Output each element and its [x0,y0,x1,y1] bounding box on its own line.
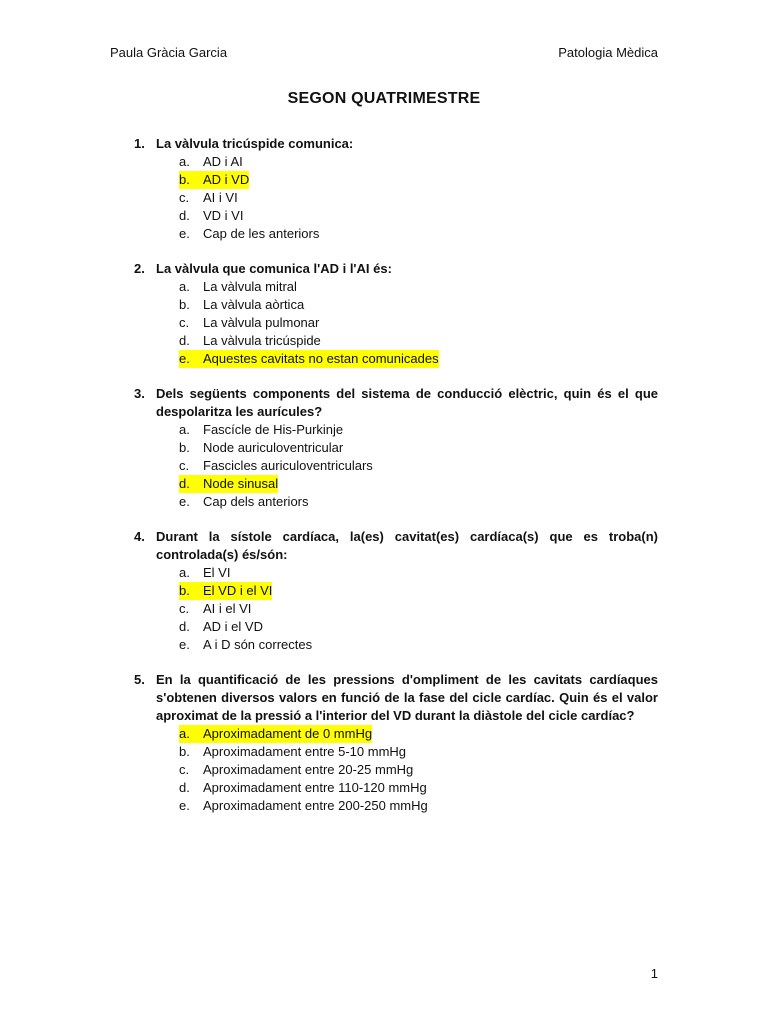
option-d [179,618,658,636]
option-c [179,314,658,332]
option-text: Fascicles auriculoventriculars [203,458,373,473]
question-text: La vàlvula tricúspide comunica: [156,136,354,151]
option-letter: d. [179,208,190,223]
option-c [179,761,658,779]
option-letter: e. [179,350,203,368]
page-number: 1 [650,966,658,981]
option-c [179,600,658,618]
option-text: VD i VI [203,208,244,223]
option-letter: e. [179,226,190,241]
question-3 [134,385,658,511]
option-b [179,296,658,314]
question-5 [134,671,658,815]
question-text: Dels següents components del sistema de conducció elèctric, quin és el que despolaritza les aurícules? [156,386,658,419]
option-a [179,421,658,439]
option-a [179,278,658,296]
option-letter: b. [179,297,190,312]
question-number: 4. [134,529,145,544]
option-e [179,797,658,815]
option-letter: e. [179,798,190,813]
header-author: Paula Gràcia Garcia [110,45,228,60]
option-list [134,421,658,511]
option-text: Cap de les anteriors [203,226,320,241]
question-4 [134,528,658,654]
option-text: Node auriculoventricular [203,440,344,455]
option-text: Aproximadament entre 5-10 mmHg [203,744,407,759]
option-letter: b. [179,440,190,455]
option-letter: e. [179,637,190,652]
question-list [134,135,658,832]
option-letter: c. [179,315,190,330]
option-a [179,564,658,582]
option-text: AI i el VI [203,601,252,616]
question-stem [134,671,658,725]
option-letter: d. [179,780,190,795]
option-a [179,153,658,171]
question-text: Durant la sístole cardíaca, la(es) cavitat(es) cardíaca(s) que es troba(n) controlada(s) és/són: [156,529,658,562]
option-list [134,725,658,815]
option-letter: c. [179,601,190,616]
question-number: 1. [134,136,145,151]
page-title: SEGON QUATRIMESTRE [287,90,481,107]
option-e [179,225,658,243]
question-stem [134,260,658,278]
option-c [179,457,658,475]
option-d [179,332,658,350]
option-b [179,582,658,600]
question-1 [134,135,658,243]
option-letter: d. [179,333,190,348]
option-text: Node sinusal [203,476,279,491]
page-header [110,45,658,63]
option-text: AD i el VD [203,619,263,634]
option-letter: b. [179,582,203,600]
option-text: A i D són correctes [203,637,313,652]
option-letter: c. [179,458,190,473]
option-letter: c. [179,190,190,205]
option-text: Aproximadament entre 20-25 mmHg [203,762,414,777]
option-e [179,636,658,654]
option-letter: a. [179,154,190,169]
question-stem [134,135,658,153]
option-text: El VD i el VI [203,583,273,598]
option-text: La vàlvula pulmonar [203,315,320,330]
question-number: 2. [134,261,145,276]
option-d [179,207,658,225]
option-text: AI i VI [203,190,238,205]
question-2 [134,260,658,368]
option-list [134,153,658,243]
option-text: Aproximadament entre 110-120 mmHg [203,780,427,795]
option-b [179,743,658,761]
option-e [179,350,658,368]
option-text: AD i VD [203,172,250,187]
option-letter: a. [179,279,190,294]
option-letter: d. [179,619,190,634]
question-number: 3. [134,386,145,401]
option-letter: a. [179,725,203,743]
question-stem [134,385,658,421]
option-list [134,564,658,654]
option-letter: c. [179,762,190,777]
option-text: La vàlvula tricúspide [203,333,321,348]
option-letter: a. [179,565,190,580]
option-e [179,493,658,511]
option-text: El VI [203,565,231,580]
option-c [179,189,658,207]
option-letter: a. [179,422,190,437]
option-text: Cap dels anteriors [203,494,309,509]
option-text: La vàlvula mitral [203,279,297,294]
option-letter: e. [179,494,190,509]
option-d [179,779,658,797]
option-list [134,278,658,368]
question-stem [134,528,658,564]
option-text: Aproximadament entre 200-250 mmHg [203,798,428,813]
option-b [179,171,658,189]
option-b [179,439,658,457]
header-course: Patologia Mèdica [558,45,658,60]
option-text: Aquestes cavitats no estan comunicades [203,351,439,366]
option-a [179,725,658,743]
option-letter: b. [179,744,190,759]
question-text: La vàlvula que comunica l'AD i l'AI és: [156,261,392,276]
question-number: 5. [134,672,145,687]
option-text: La vàlvula aòrtica [203,297,305,312]
option-text: Aproximadament de 0 mmHg [203,726,373,741]
option-letter: d. [179,475,203,493]
option-letter: b. [179,171,203,189]
option-text: Fascícle de His-Purkinje [203,422,344,437]
question-text: En la quantificació de les pressions d'ompliment de les cavitats cardíaques s'obtenen diversos valors en funció de la fase del cicle cardíac. Quin és el valor aproximat de la pressió a l'interior del VD durant la diàstole del cicle cardíac? [156,672,658,723]
option-text: AD i AI [203,154,243,169]
option-d [179,475,658,493]
